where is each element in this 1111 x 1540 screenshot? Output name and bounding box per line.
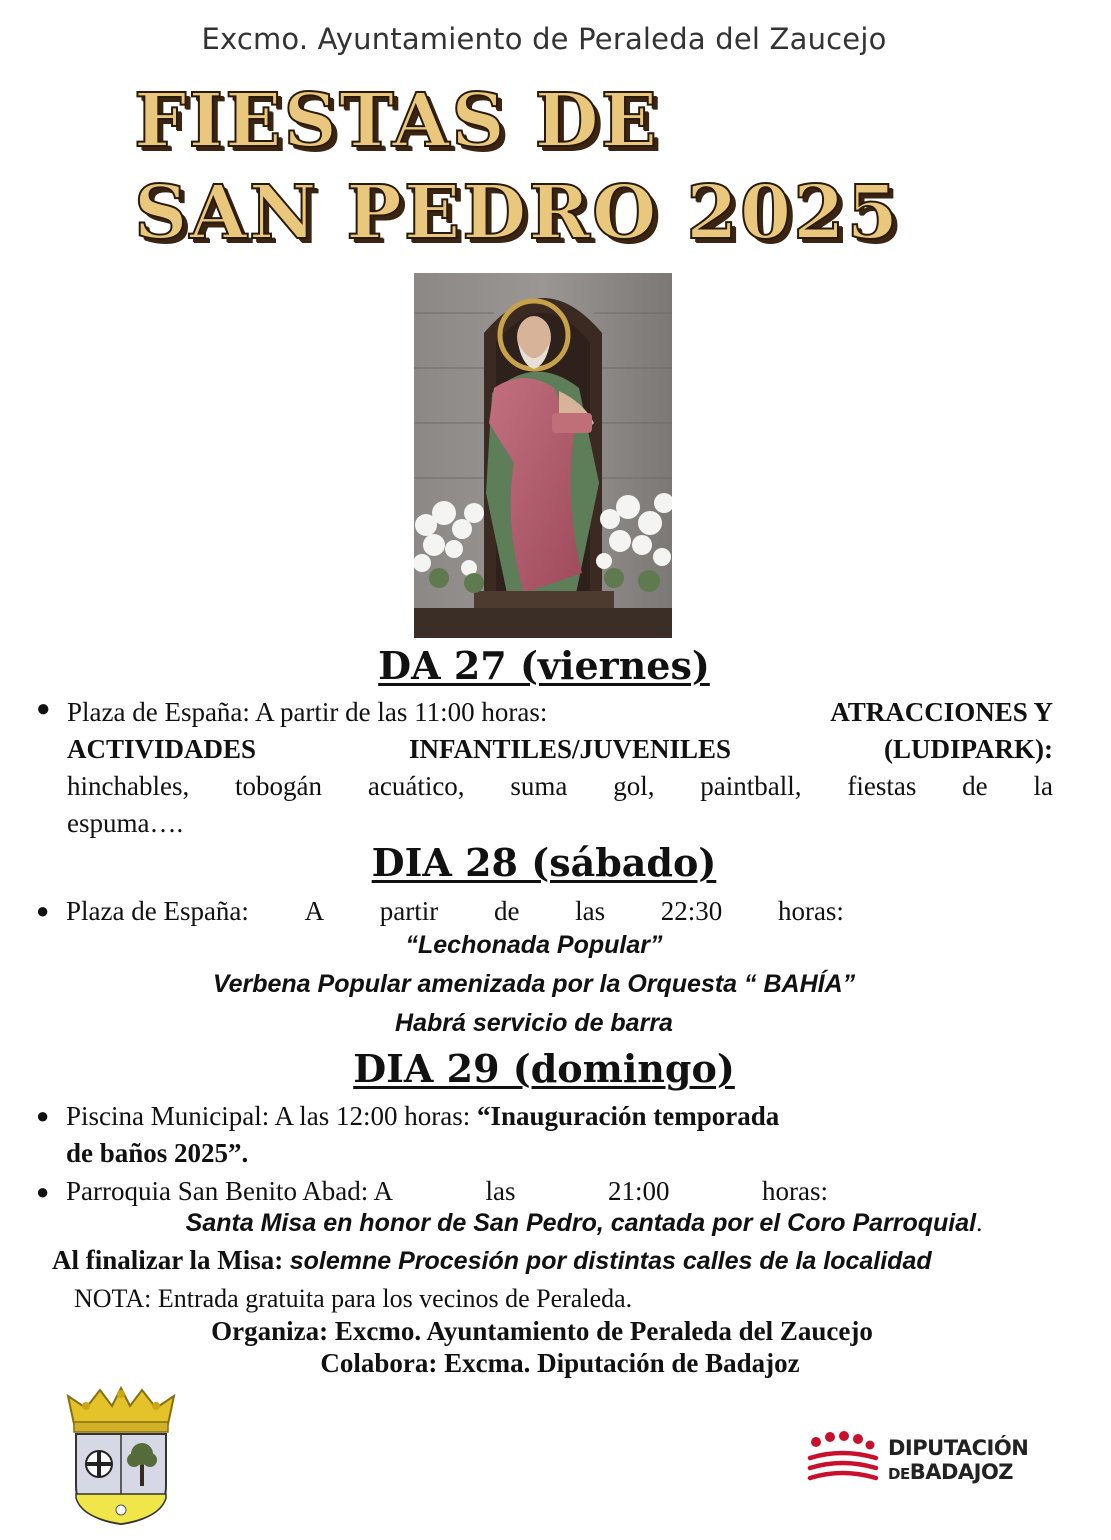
diputacion-badajoz-logo: [806, 1430, 1036, 1492]
diputacion-line-2b: BADAJOZ: [909, 1460, 1014, 1484]
day-29-pool-bold-1: “Inauguración temporada: [476, 1101, 780, 1131]
bullet-icon: ●: [36, 898, 50, 923]
day-27-heading: DA 27 (viernes): [378, 643, 710, 688]
bullet-icon: ●: [36, 1179, 50, 1204]
bullet-icon: ●: [36, 1103, 50, 1128]
day-28-w2: A: [304, 896, 325, 926]
day-27-text-1: Plaza de España: A partir de las 11:00 horas:: [67, 697, 548, 727]
colabora-text: Colabora: Excma. Diputación de Badajoz: [320, 1348, 800, 1378]
diputacion-line-2a: DE: [888, 1465, 910, 1483]
day-27-bold-2b: INFANTILES/JUVENILES: [408, 734, 732, 764]
day-29-heading: DIA 29 (domingo): [353, 1046, 735, 1091]
day-27-text-3: hinchables, tobogán acuático, suma gol, paintball, fiestas de la: [67, 771, 1053, 801]
day-27-bold-2c: (LUDIPARK):: [884, 734, 1053, 764]
day-27-description: [67, 694, 1053, 842]
day-28-line: [66, 893, 844, 930]
day-29-pool-text: Piscina Municipal: A las 12:00 horas:: [66, 1101, 471, 1131]
day-28-w4: de: [493, 896, 520, 926]
day-27-bold-1: ATRACCIONES Y: [830, 697, 1053, 727]
day-29-pool: [66, 1098, 1036, 1172]
day-28-event-2: Verbena Popular amenizada por la Orquesta “ BAHÍA”: [212, 970, 856, 998]
procession-text: solemne Procesión por distintas calles de la localidad: [289, 1247, 932, 1275]
day-27-text-4: espuma….: [67, 808, 184, 838]
day-28-w1: Plaza de España:: [66, 896, 249, 926]
day-29-mass-text: Santa Misa en honor de San Pedro, cantada por el Coro Parroquial: [185, 1209, 977, 1237]
day-29-mass-end: .: [976, 1210, 983, 1237]
coat-of-arms-logo: [62, 1386, 180, 1526]
day-29-church-w3: 21:00: [607, 1176, 670, 1206]
procession-label: Al finalizar la Misa:: [52, 1245, 284, 1275]
nota-text: NOTA: Entrada gratuita para los vecinos de Peraleda.: [74, 1284, 633, 1313]
diputacion-dots-icon: [806, 1430, 878, 1488]
day-29-church-w4: horas:: [761, 1176, 828, 1206]
day-28-heading: DIA 28 (sábado): [371, 840, 717, 885]
day-28-event-3: Habrá servicio de barra: [395, 1009, 673, 1037]
title-line-2: SAN PEDRO 2025: [134, 170, 901, 256]
day-28-w7: horas:: [777, 896, 844, 926]
bullet-icon: ●: [36, 696, 51, 722]
day-29-church-w2: las: [485, 1176, 516, 1206]
diputacion-text: [888, 1436, 1028, 1486]
day-28-w3: partir: [379, 896, 439, 926]
day-29-church: [66, 1173, 828, 1210]
header-text: Excmo. Ayuntamiento de Peraleda del Zaucejo: [201, 22, 887, 56]
day-28-w5: las: [575, 896, 606, 926]
day-28-w6: 22:30: [660, 896, 723, 926]
day-29-church-w1: Parroquia San Benito Abad: A: [66, 1176, 393, 1206]
title-line-1: FIESTAS DE: [134, 78, 660, 164]
day-27-bold-2a: ACTIVIDADES: [67, 734, 257, 764]
diputacion-line-1: DIPUTACIÓN: [888, 1436, 1029, 1460]
day-29-pool-bold-2: de baños 2025”.: [66, 1138, 249, 1168]
saint-statue-image: [414, 273, 672, 638]
day-28-event-1: “Lechonada Popular”: [405, 931, 663, 959]
day-29-mass: [0, 1209, 1111, 1238]
day-29-procession: [52, 1245, 1062, 1276]
organiza-text: Organiza: Excmo. Ayuntamiento de Peraleda del Zaucejo: [211, 1316, 873, 1346]
